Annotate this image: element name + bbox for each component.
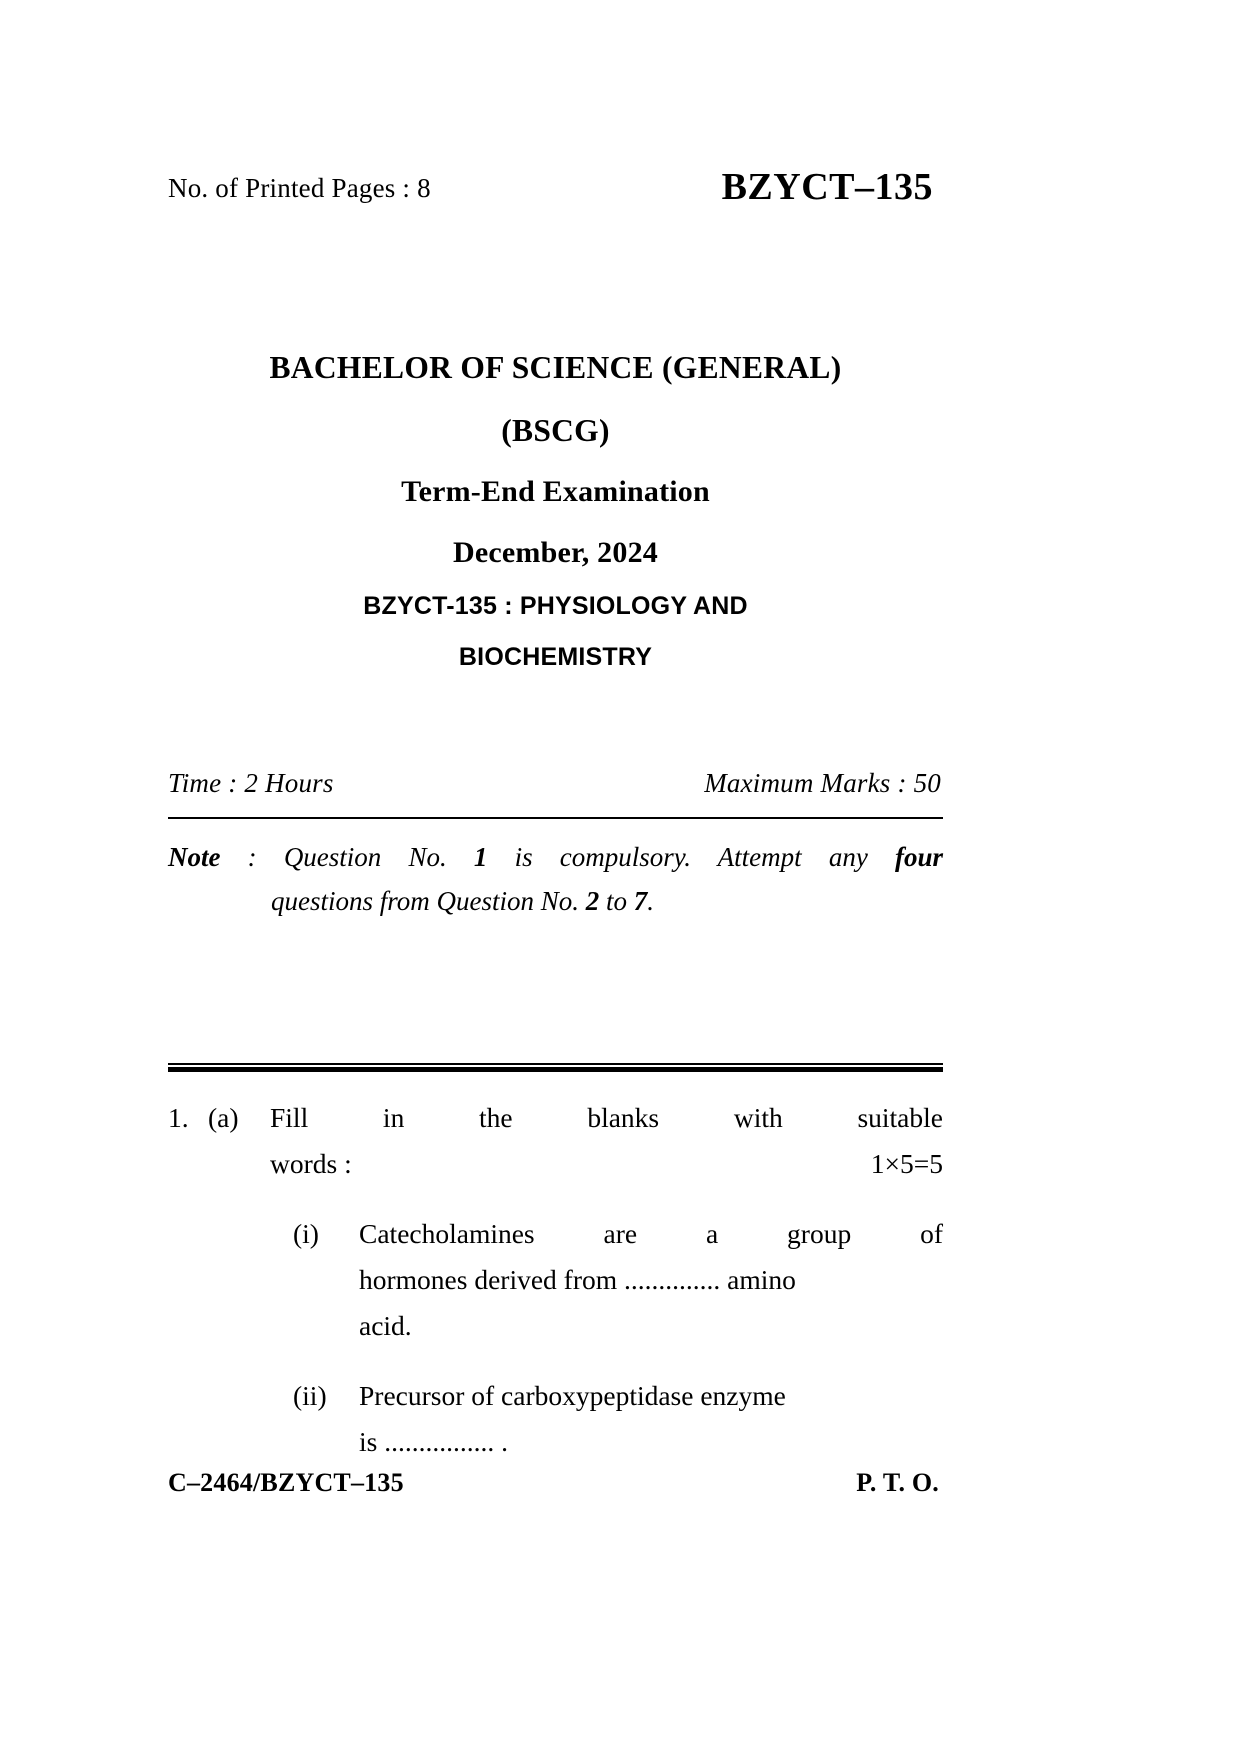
question-part-label: (a) — [208, 1102, 239, 1133]
note-bold-count: four — [894, 842, 943, 872]
printed-pages-label: No. of Printed Pages : 8 — [168, 173, 431, 203]
rule-thick — [168, 1067, 943, 1072]
exam-title-block — [168, 352, 943, 670]
subpart-body — [359, 1211, 943, 1348]
question-text-line-2-row — [270, 1141, 943, 1187]
subpart-line-1: Precursor of carboxypeptidase enzyme — [359, 1380, 786, 1412]
note-line2-segment-1: questions from Question No. — [271, 885, 586, 916]
page-content — [168, 0, 943, 1754]
note-colon: : — [220, 842, 284, 872]
note-line2-segment-3: . — [647, 885, 655, 916]
questions-section — [168, 1095, 943, 1464]
note-line-1 — [168, 836, 943, 880]
subpart-line-2: hormones derived from .............. amino — [359, 1263, 796, 1295]
question-1 — [168, 1095, 943, 1186]
subpart-body — [359, 1373, 943, 1464]
subject-line-2: BIOCHEMISTRY — [458, 643, 653, 671]
subject-line-1: BZYCT-135 : PHYSIOLOGY AND — [363, 592, 748, 620]
question-marks: 1×5=5 — [870, 1147, 943, 1179]
question-1-subpart-ii — [168, 1373, 943, 1464]
horizontal-rule-single — [168, 817, 943, 819]
page-footer — [168, 1468, 943, 1498]
question-number: 1. — [168, 1102, 189, 1133]
subject-heading — [168, 594, 943, 670]
horizontal-rule-double — [168, 1063, 943, 1071]
note-line2-segment-2: to — [599, 885, 634, 916]
subpart-label: (ii) — [293, 1380, 327, 1412]
footer-paper-code: C–2464/BZYCT–135 — [168, 1468, 404, 1497]
subpart-line-3: acid. — [359, 1309, 412, 1341]
exam-maximum-marks: Maximum Marks : 50 — [704, 768, 941, 798]
degree-title: BACHELOR OF SCIENCE (GENERAL) — [269, 350, 842, 385]
question-text-line-2: words : — [270, 1147, 352, 1179]
note-line-2 — [168, 880, 943, 924]
subpart-line-2: is ................ . — [359, 1425, 508, 1457]
footer-pto-label: P. T. O. — [856, 1468, 939, 1497]
subpart-line-1: Catecholamines are a group of — [359, 1218, 943, 1250]
degree-abbreviation: (BSCG) — [501, 412, 610, 448]
exam-note-block — [168, 836, 943, 923]
exam-info-row — [168, 768, 943, 799]
examination-type: Term-End Examination — [401, 475, 710, 508]
note-range-end: 7 — [633, 885, 648, 916]
course-code-label: BZYCT–135 — [721, 166, 933, 208]
note-segment-2: is compulsory. Attempt any — [487, 842, 895, 872]
examination-session: December, 2024 — [453, 536, 658, 569]
exam-duration: Time : 2 Hours — [168, 768, 334, 798]
note-bold-question-number: 1 — [473, 842, 488, 872]
note-segment-1: Question No. — [283, 842, 474, 872]
question-part-body — [270, 1095, 943, 1186]
question-text-line-1: Fill in the blanks with suitable — [270, 1102, 943, 1133]
question-1-subpart-i — [168, 1211, 943, 1348]
subpart-label: (i) — [293, 1218, 319, 1250]
page-header — [168, 163, 943, 207]
note-range-start: 2 — [585, 885, 600, 916]
note-label: Note — [168, 842, 221, 872]
